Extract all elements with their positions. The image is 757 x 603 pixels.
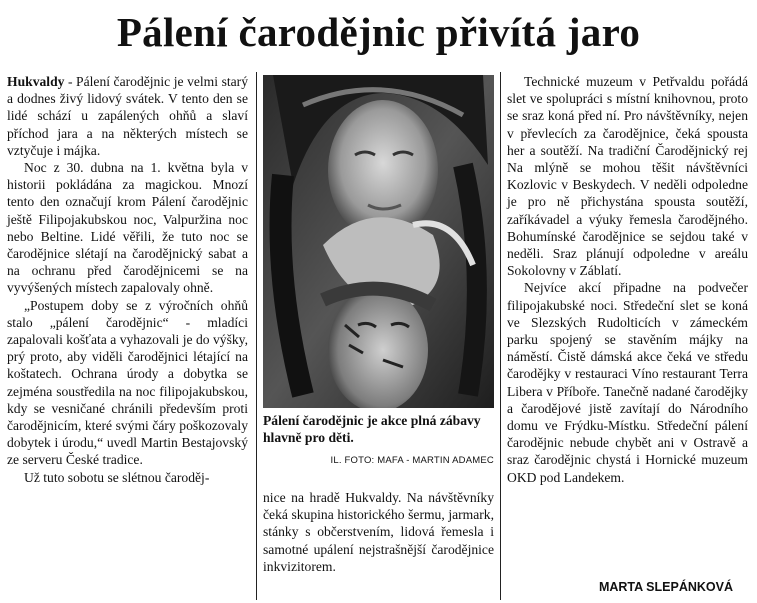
photo-witches: [263, 75, 494, 408]
paragraph: Nejvíce akcí připadne na podvečer filipojakubské noci. Středeční slet se koná ve Slezských Rudolticích v zámeckém parku spojený se stavěním májky na náměstí. Čistě dámská akce čeká ve středu čarodějky v restauraci Víno restaurant Terra Libera v Příboře. Tanečně nadané čarodějky a čarodějové jistě zavítají do Národního domu ve Frýdku-Místku. Středeční pálení čarodějnic nebude chybět ani v Ostravě a sraz čarodějnic chystá i Hornické muzeum OKD pod Landekem.: [507, 280, 748, 485]
lead-text: - Pálení čarodějnic je velmi starý a dodnes živý lidový svátek. V tento den se lidé schází u zapálených ohňů a slaví příchod jara a na některých místech se vztyčuje i májka.: [7, 74, 248, 158]
paragraph: Už tuto sobotu se slétnou čaroděj-: [24, 469, 210, 485]
paragraph: Noc z 30. dubna na 1. května byla v historii pokládána za magickou. Mnozí tento den označují krom Pálení čarodějnic ještě Filipojakubskou noc, Valpuržina noc nebo Beltine. Lidé věřili, že tuto noc se čarodějnice slétají na čarodějnický sabat a na ochranu před čarodějnicemi se na vyvýšených místech zapalovaly ohně.: [7, 160, 248, 296]
photo-image: [263, 75, 494, 408]
photo-credit: IL. FOTO: MAFA - MARTIN ADAMEC: [330, 455, 494, 466]
column-divider-left: [256, 72, 257, 600]
lead-place: Hukvaldy: [7, 74, 65, 89]
quote-paragraph: „Postupem doby se z výročních ohňů stalo „pálení čarodějnic“ - mladíci zapalovali košťata a vyhazovali je do výšky, prý proto, aby viděli čarodějnici létající na koštatech. Ochrana úrody a dobytka se zejména soustředila na noc filipojakubskou, kdy se vesničané chránili především proti čarodějnicím, které svými čáry poškozovaly dobytek i úrodu,“ uvedl Martin Bestajovský ze serveru České tradice.: [7, 297, 248, 468]
column-divider-right: [500, 72, 501, 600]
paragraph: Technické muzeum v Petřvaldu pořádá slet ve spolupráci s místní knihovnou, proto se sraz koná před ní. Pro návštěvníky, nejen v převlecích za čarodějnice, čeká spousta her a soutěží. Na tradiční Čarodějnický rej Na mlýně se mohou těšit návštěvníci Kozlovic v Beskydech. V neděli odpoledne je pro ně přichystána spousta soutěží, zaříkávadel a výuky řemesla čarodějného. Bohumínské čarodějnice se sejdou také v neděli. Sraz plánují odpoledne v areálu Sokolovny v Záblatí.: [507, 74, 748, 279]
article-column-1: [7, 73, 248, 486]
lead-paragraph: [7, 73, 248, 159]
photo-caption: Pálení čarodějnic je akce plná zábavy hlavně pro děti.: [263, 413, 481, 445]
paragraph: nice na hradě Hukvaldy. Na návštěvníky čeká skupina historického šermu, jarmark, stánky s občerstvením, lidová řemesla i samotné upálení nejstrašnější čarodějnice inkvizitorem.: [263, 490, 494, 574]
author-signature: MARTA SLEPÁNKOVÁ: [598, 580, 733, 594]
article-column-2: [263, 489, 494, 575]
article-column-3: [507, 73, 748, 486]
headline: Pálení čarodějnic přivítá jaro: [116, 9, 641, 55]
